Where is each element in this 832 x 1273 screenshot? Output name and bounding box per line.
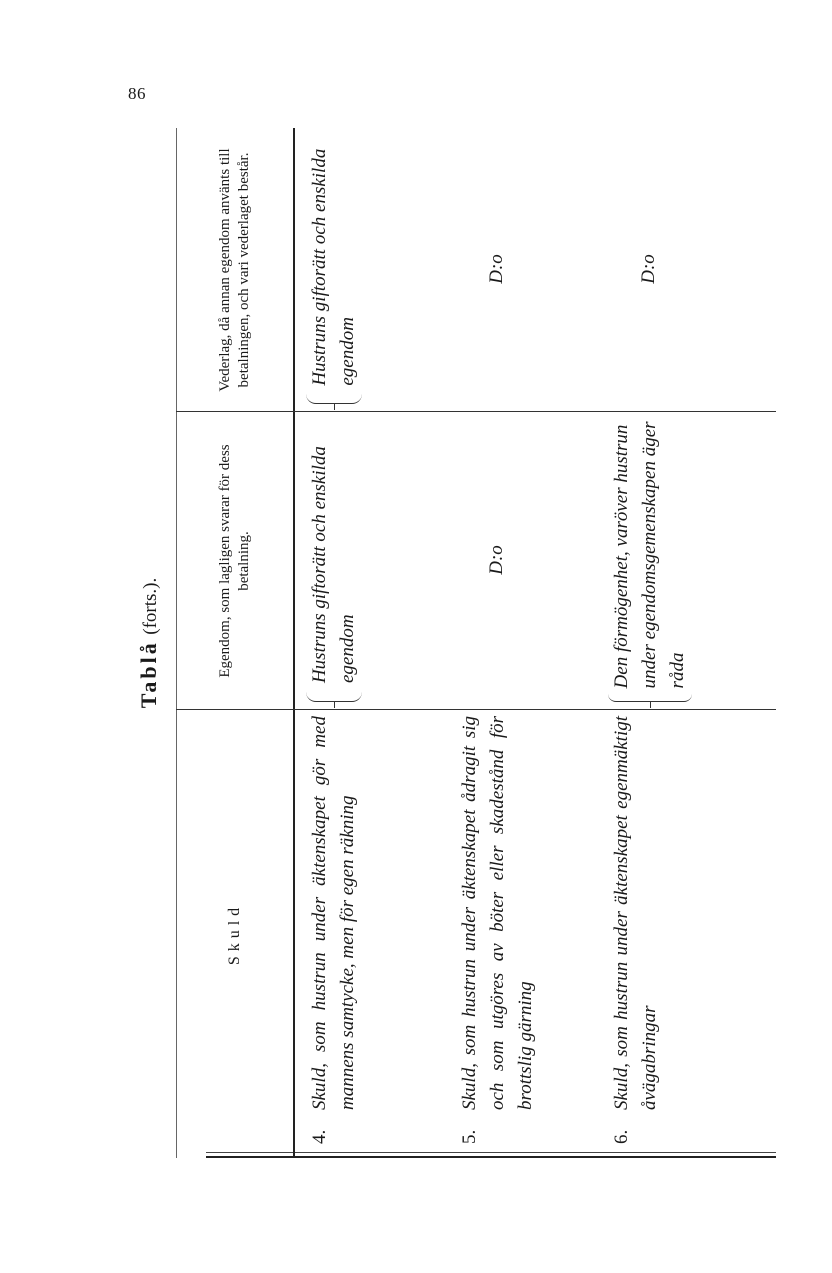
table-row-5-vederlag: D:o xyxy=(486,254,507,284)
table-row-6-egendom xyxy=(608,418,692,702)
page-number: 86 xyxy=(128,84,146,103)
skuld-text: Skuld, som hustrun under äktenskapet egenmäktigt åvägabringar xyxy=(611,716,660,1110)
brace xyxy=(608,694,692,702)
header-skuld: Skuld xyxy=(226,902,243,966)
row-number: 4. xyxy=(309,1129,330,1144)
row-number: 6. xyxy=(611,1129,632,1144)
header-egendom: Egendom, som lagligen svarar för dess betalning. xyxy=(216,444,252,678)
header-rule xyxy=(293,128,295,1158)
table-grid xyxy=(176,128,776,1158)
table-row-4-egendom xyxy=(306,418,362,702)
egendom-text: Den förmögenhet, varöver hustrun under egendomsgemenskapen äger råda xyxy=(611,421,688,689)
header-vederlag: Vederlag, då annan egendom använts till betalningen, och vari vederlaget består. xyxy=(216,148,252,392)
egendom-text: Hustruns giftorätt och enskilda egendom xyxy=(309,446,358,684)
brace xyxy=(306,689,362,702)
title-suffix: (forts.). xyxy=(140,577,161,635)
table-row-5-skuld xyxy=(456,716,540,1144)
rotated-table xyxy=(136,128,776,1158)
row-number: 5. xyxy=(459,1129,480,1144)
table-row-6-vederlag: D:o xyxy=(638,254,659,284)
table-row-4-vederlag xyxy=(306,134,362,404)
table-title xyxy=(136,128,176,1158)
table-row-5-egendom: D:o xyxy=(486,545,507,575)
table-row-4-skuld xyxy=(306,716,362,1144)
title-main: Tablå xyxy=(136,640,161,709)
table-row-6-skuld xyxy=(608,716,664,1144)
skuld-text: Skuld, som hustrun under äktenskapet gör med mannens samtycke, men för egen räkning xyxy=(309,716,358,1110)
vederlag-text: Hustruns giftorätt och enskilda egendom xyxy=(309,148,358,386)
brace xyxy=(306,392,362,404)
skuld-text: Skuld, som hustrun under äktenskapet ådragit sig och som utgöres av böter eller skadestånd för brottslig gärning xyxy=(459,716,536,1110)
